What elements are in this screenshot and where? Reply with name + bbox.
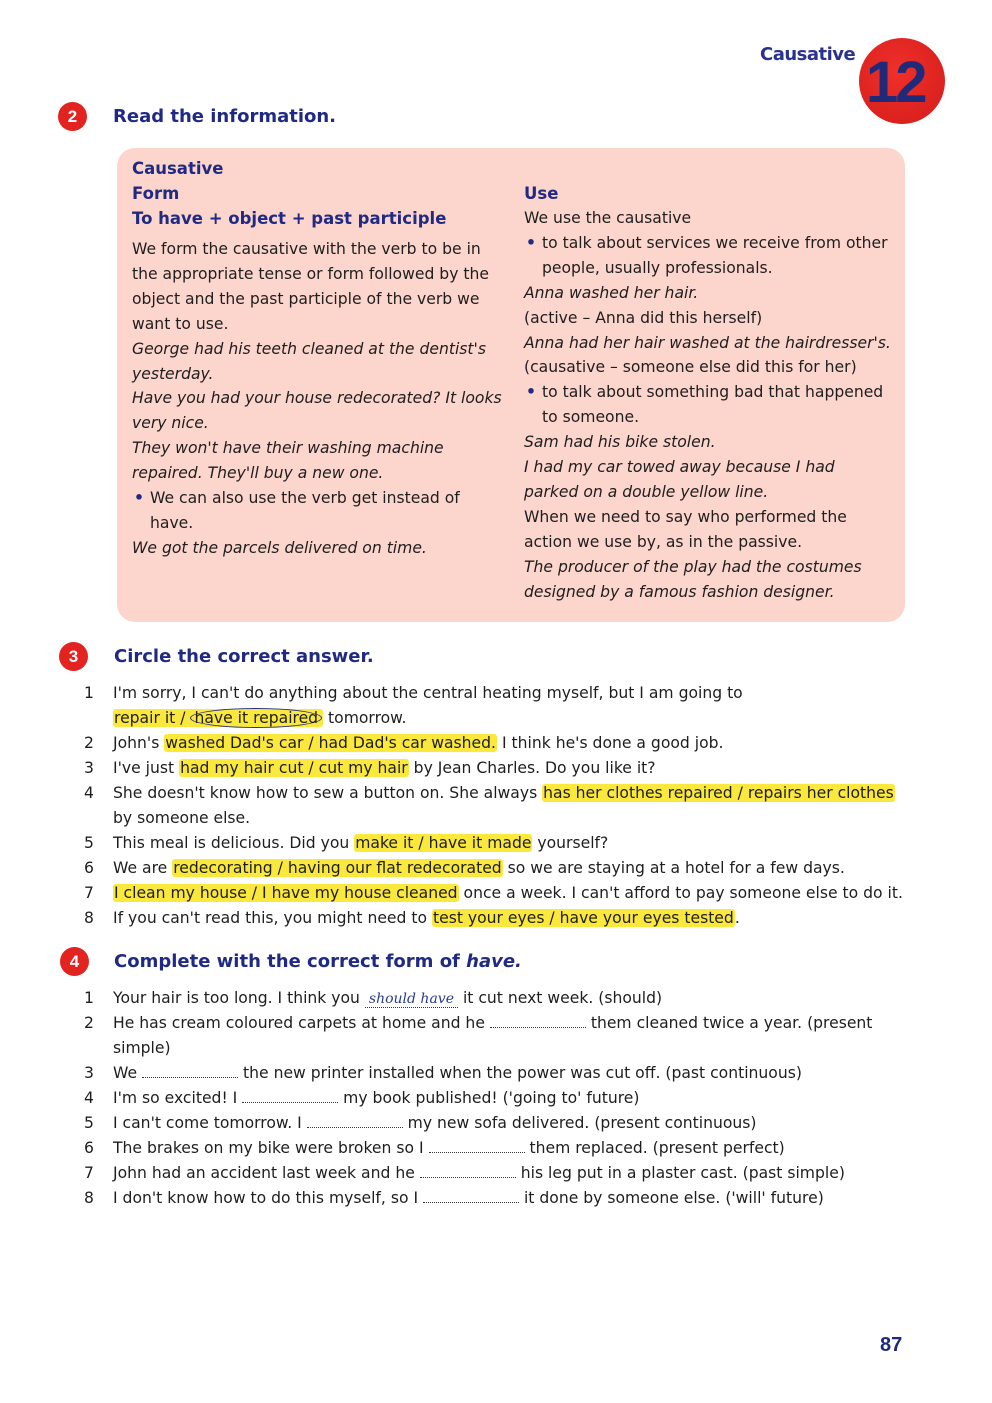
item-text [113, 1111, 904, 1136]
exercise-4-number: 4 [60, 947, 89, 976]
item-text-before: This meal is delicious. Did you [113, 834, 355, 852]
answer-options[interactable]: test your eyes / have your eyes tested [433, 909, 734, 927]
option-a[interactable]: repair it / [114, 709, 186, 727]
answer-blank[interactable] [429, 1139, 525, 1153]
list-item [84, 1136, 904, 1161]
chapter-number: 12 [866, 50, 925, 115]
item-number: 1 [84, 684, 94, 702]
answer-options[interactable]: I clean my house / I have my house cleaned [114, 884, 458, 902]
list-item [84, 1186, 904, 1211]
item-text [113, 781, 904, 831]
item-text-after: I think he's done a good job. [496, 734, 724, 752]
list-item [84, 906, 904, 931]
list-item [84, 856, 904, 881]
list-item [84, 681, 904, 731]
info-use-example-5: The producer of the play had the costumes designed by a famous fashion designer. [524, 557, 862, 601]
item-text-after: it done by someone else. ('will' future) [519, 1189, 824, 1207]
exercise-4-list [84, 986, 904, 1211]
info-use-example-1: Anna washed her hair. [524, 283, 699, 302]
answer-options[interactable]: redecorating / having our flat redecorated [173, 859, 502, 877]
info-use-example-2-note: (causative – someone else did this for her) [524, 358, 857, 377]
exercise-4-title-text: Complete with the correct form of [114, 951, 467, 972]
item-number: 4 [84, 784, 94, 802]
item-text [113, 1011, 904, 1061]
item-text [113, 756, 904, 781]
list-item [84, 1061, 904, 1086]
item-text-before: He has cream coloured carpets at home and he [113, 1014, 490, 1032]
formula-text: To have + object + past participle [132, 209, 447, 228]
item-text [113, 856, 904, 881]
item-text-after: by someone else. [113, 809, 251, 827]
item-text-after: it cut next week. (should) [457, 989, 663, 1007]
item-number: 5 [84, 834, 94, 852]
item-text-before: The brakes on my bike were broken so I [113, 1139, 429, 1157]
info-example-2: Have you had your house redecorated? It looks very nice. [132, 389, 502, 433]
item-number: 1 [84, 989, 94, 1007]
answer-blank[interactable] [423, 1189, 519, 1203]
item-text [113, 1161, 904, 1186]
item-text-before: I can't come tomorrow. I [113, 1114, 307, 1132]
list-item [84, 831, 904, 856]
item-text-after: my new sofa delivered. (present continuous) [402, 1114, 757, 1132]
circled-answer[interactable]: have it repaired [190, 708, 322, 728]
info-use-bullet-2: • to talk about something bad that happened to someone. [524, 380, 894, 430]
item-text-before: We [113, 1064, 143, 1082]
list-item [84, 1161, 904, 1186]
list-item [84, 986, 904, 1011]
info-by-rule: When we need to say who performed the action we use by, as in the passive. [524, 507, 847, 551]
exercise-4-title-italic: have. [466, 951, 522, 972]
item-text-after: them cleaned twice a year. (present simple) [113, 1014, 873, 1057]
item-text-before: I've just [113, 759, 180, 777]
info-example-4: We got the parcels delivered on time. [132, 538, 427, 557]
info-use-bullet-1: • to talk about services we receive from other people, usually professionals. [524, 231, 894, 281]
page-number: 87 [880, 1334, 903, 1356]
item-text [113, 1186, 904, 1211]
answer-highlight[interactable] [113, 709, 323, 727]
item-number: 8 [84, 1189, 94, 1207]
item-number: 2 [84, 1014, 94, 1032]
item-number: 6 [84, 859, 94, 877]
item-text-before: Your hair is too long. I think you [113, 989, 365, 1007]
item-text-after: by Jean Charles. Do you like it? [408, 759, 656, 777]
item-number: 4 [84, 1089, 94, 1107]
info-use-example-1-note: (active – Anna did this herself) [524, 308, 763, 327]
item-number: 3 [84, 1064, 94, 1082]
info-use-example-4: I had my car towed away because I had parked on a double yellow line. [524, 458, 835, 501]
item-text-after: tomorrow. [323, 709, 407, 727]
item-text [113, 906, 904, 931]
exercise-2-title: Read the information. [113, 106, 337, 127]
item-text-before: I'm so excited! I [113, 1089, 243, 1107]
exercise-3-number: 3 [59, 642, 88, 671]
info-use-example-2: Anna had her hair washed at the hairdresser's. [524, 333, 891, 352]
answer-options[interactable]: make it / have it made [355, 834, 532, 852]
info-use-intro: We use the causative [524, 209, 692, 227]
answer-options[interactable]: had my hair cut / cut my hair [180, 759, 408, 777]
answer-blank[interactable] [307, 1114, 403, 1128]
item-number: 2 [84, 734, 94, 752]
answer-options[interactable]: washed Dad's car / had Dad's car washed. [165, 734, 496, 752]
handwritten-answer[interactable]: should have [365, 991, 458, 1008]
info-heading-causative: Causative [132, 159, 224, 178]
list-item [84, 781, 904, 831]
item-text-after: them replaced. (present perfect) [524, 1139, 785, 1157]
item-text-after: . [734, 909, 740, 927]
item-text-after: his leg put in a plaster cast. (past simple) [515, 1164, 845, 1182]
list-item [84, 756, 904, 781]
item-number: 3 [84, 759, 94, 777]
item-text-after: the new printer installed when the power was cut off. (past continuous) [238, 1064, 802, 1082]
info-heading-use: Use [524, 184, 559, 203]
item-text-before: If you can't read this, you might need to [113, 909, 432, 927]
item-text [113, 881, 904, 906]
answer-blank[interactable] [490, 1014, 586, 1028]
item-text-after: my book published! ('going to' future) [338, 1089, 640, 1107]
list-item [84, 731, 904, 756]
exercise-4-title [114, 951, 522, 972]
exercise-3-list [84, 681, 904, 931]
item-text-after: so we are staying at a hotel for a few days. [502, 859, 845, 877]
answer-options[interactable]: has her clothes repaired / repairs her clothes [543, 784, 894, 802]
item-text [113, 1086, 904, 1111]
item-text-before: We are [113, 859, 173, 877]
chapter-title: Causative [760, 44, 856, 65]
item-number: 6 [84, 1139, 94, 1157]
item-text [113, 731, 904, 756]
item-text [113, 1136, 904, 1161]
exercise-3-title: Circle the correct answer. [114, 646, 374, 667]
item-text-before: I'm sorry, I can't do anything about the central heating myself, but I am going to [113, 684, 743, 702]
list-item [84, 1111, 904, 1136]
info-heading-form: Form [132, 184, 180, 203]
item-text-before: John had an accident last week and he [113, 1164, 420, 1182]
item-number: 8 [84, 909, 94, 927]
list-item [84, 1011, 904, 1061]
item-text [113, 1061, 904, 1086]
item-number: 7 [84, 1164, 94, 1182]
item-text-before: She doesn't know how to sew a button on. She always [113, 784, 543, 802]
item-number: 7 [84, 884, 94, 902]
info-form-rule: We form the causative with the verb to be in the appropriate tense or form followed by the object and the past participle of the verb we want to use. [132, 240, 489, 333]
answer-blank[interactable] [142, 1064, 238, 1078]
item-text-after: yourself? [532, 834, 609, 852]
item-text-before: John's [113, 734, 165, 752]
list-item [84, 1086, 904, 1111]
info-use-example-3: Sam had his bike stolen. [524, 433, 716, 452]
item-text-after: once a week. I can't afford to pay someone else to do it. [458, 884, 903, 902]
item-number: 5 [84, 1114, 94, 1132]
item-text [113, 986, 904, 1011]
exercise-2-number: 2 [58, 102, 87, 131]
info-formula [132, 206, 502, 231]
info-example-3: They won't have their washing machine repaired. They'll buy a new one. [132, 439, 444, 483]
info-right-column [524, 181, 894, 605]
info-bullet-get: • We can also use the verb get instead of have. [132, 486, 502, 536]
item-text-before: I don't know how to do this myself, so I [113, 1189, 424, 1207]
item-text [113, 831, 904, 856]
answer-blank[interactable] [420, 1164, 516, 1178]
item-text [113, 681, 904, 731]
info-left-column [132, 156, 502, 561]
answer-blank[interactable] [242, 1089, 338, 1103]
info-example-1: George had his teeth cleaned at the dentist's yesterday. [132, 339, 486, 383]
list-item [84, 881, 904, 906]
